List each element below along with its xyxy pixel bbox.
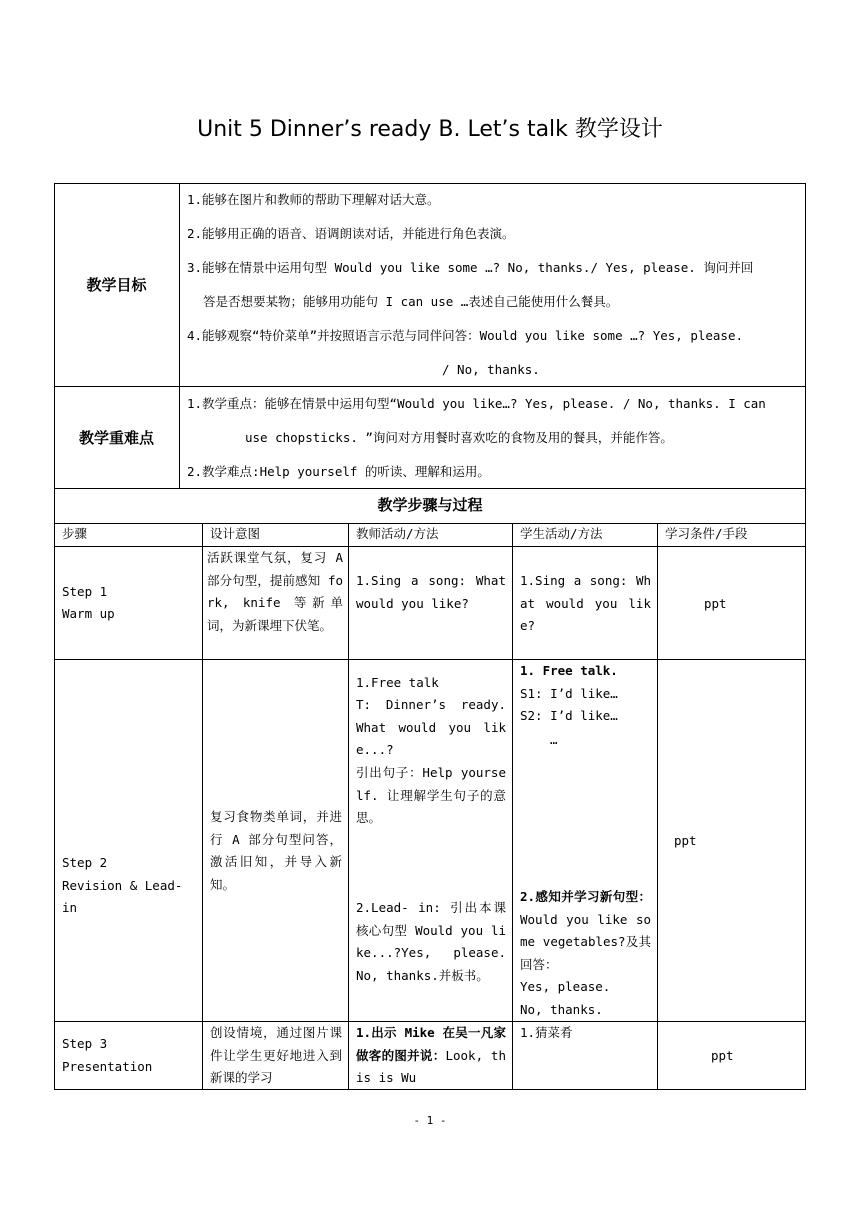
objectives-label: 教学目标 xyxy=(86,276,147,294)
key-point-item: 1.教学重点：能够在情景中运用句型“Would you like…? Yes, please. / No, thanks. I can xyxy=(187,396,766,411)
teacher-activity-title: 1.出示 Mike 在吴一凡家做客的图并说： xyxy=(356,1025,506,1063)
row-divider xyxy=(54,659,806,660)
column-header: 教师活动/方法 xyxy=(356,526,439,541)
student-activity-title: 1. Free talk. xyxy=(520,663,618,678)
teacher-activity: 引出句子：Help yourself. 让理解学生句子的意思。 xyxy=(356,765,506,825)
key-point-item: 2.教学难点:Help yourself 的听读、理解和运用。 xyxy=(187,464,490,479)
step-name: Step 3 xyxy=(62,1036,108,1051)
learning-condition: ppt xyxy=(704,596,727,611)
column-divider xyxy=(348,523,349,1090)
learning-condition: ppt xyxy=(711,1048,734,1063)
column-header: 步骤 xyxy=(62,526,88,541)
column-header: 设计意图 xyxy=(210,526,261,541)
column-divider xyxy=(512,523,513,1090)
objective-item: / No, thanks. xyxy=(442,362,540,377)
student-activity-text: Would you like some vegetables?及其回答： xyxy=(520,911,651,972)
row-divider xyxy=(54,386,806,387)
objective-item: 1.能够在图片和教师的帮助下理解对话大意。 xyxy=(187,192,440,207)
student-activity: No, thanks. xyxy=(520,1002,603,1017)
row-divider xyxy=(54,488,806,489)
column-header: 学生活动/方法 xyxy=(520,526,603,541)
step-name: Revision & Lead- xyxy=(62,878,183,893)
design-intent: 活跃课堂气氛，复习 A 部分句型，提前感知 fork, knife 等新单词，为新课埋下伏笔。 xyxy=(207,550,343,633)
key-points-label: 教学重难点 xyxy=(78,429,154,447)
student-activity: S2: I’d like… xyxy=(520,708,618,723)
step-name: in xyxy=(62,900,78,915)
student-activity: Yes, please. xyxy=(520,979,611,994)
process-title: 教学步骤与过程 xyxy=(377,496,483,514)
design-intent: 复习食物类单词，并进行 A 部分句型问答，激活旧知，并导入新知。 xyxy=(210,809,342,892)
step-name: Step 1 xyxy=(62,584,108,599)
student-activity: 1.猜菜肴 xyxy=(520,1025,573,1040)
objective-item: 4.能够观察“特价菜单”并按照语言示范与同伴问答：Would you like some …? Yes, please. xyxy=(187,328,744,343)
column-divider xyxy=(202,523,203,1090)
step-name: Presentation xyxy=(62,1059,153,1074)
objective-item: 3.能够在情景中运用句型 Would you like some …? No, thanks./ Yes, please. 询问并回 xyxy=(187,260,754,275)
teacher-activity: 1.Sing a song: What would you like? xyxy=(356,573,506,611)
objective-item: 2.能够用正确的语音、语调朗读对话，并能进行角色表演。 xyxy=(187,226,515,241)
column-divider xyxy=(657,523,658,1090)
step-name: Step 2 xyxy=(62,855,108,870)
teacher-activity-text: Look, this is Wu xyxy=(356,1047,506,1085)
column-header: 学习条件/手段 xyxy=(665,526,748,541)
objectives-divider xyxy=(179,183,180,488)
student-activity: 1.Sing a song: What would you like? xyxy=(520,573,651,633)
objective-item: 答是否想要某物；能够用功能句 I can use …表述自己能使用什么餐具。 xyxy=(203,294,619,309)
student-activity xyxy=(520,886,651,976)
design-intent: 创设情境，通过图片课件让学生更好地进入到新课的学习 xyxy=(210,1025,342,1085)
teacher-activity: 2.Lead- in: 引出本课核心句型 Would you like...?Yes, please. No, thanks.并板书。 xyxy=(356,900,506,983)
student-activity: S1: I’d like… xyxy=(520,686,618,701)
row-divider xyxy=(54,546,806,547)
step-name: Warm up xyxy=(62,606,115,621)
page-title: Unit 5 Dinner’s ready B. Let’s talk 教学设计 xyxy=(197,117,663,142)
key-point-item: use chopsticks. ”询问对方用餐时喜欢吃的食物及用的餐具，并能作答。 xyxy=(245,430,673,445)
student-activity: … xyxy=(550,732,558,747)
teacher-activity xyxy=(356,1022,506,1089)
learning-condition: ppt xyxy=(674,833,697,848)
teacher-activity: T: Dinner’s ready. What would you like...? xyxy=(356,697,506,757)
student-activity-title: 2.感知并学习新句型： xyxy=(520,889,651,904)
page-number: - 1 - xyxy=(413,1114,447,1127)
teacher-activity-title: 1.Free talk xyxy=(356,675,439,690)
